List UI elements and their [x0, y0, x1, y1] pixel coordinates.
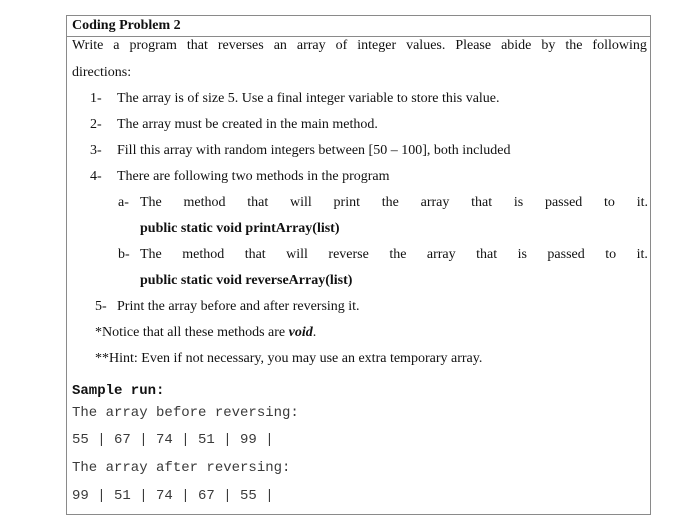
header-row: [67, 16, 650, 37]
intro-word: that: [186, 38, 208, 53]
sub-b-word: it.: [636, 247, 648, 262]
item-3-number: 3-: [90, 143, 102, 158]
sub-b-word: the: [389, 247, 407, 262]
sub-a-word: print: [333, 195, 360, 210]
item-5-text: Print the array before and after reversing it.: [117, 299, 360, 314]
item-3-text: Fill this array with random integers between [50 – 100], both included: [117, 143, 511, 158]
sub-a-word: it.: [636, 195, 648, 210]
intro-line-2: directions:: [72, 65, 132, 80]
hint-line: **Hint: Even if not necessary, you may use an extra temporary array.: [95, 351, 483, 366]
intro-word: reverses: [217, 38, 264, 53]
intro-line-1: [72, 38, 647, 54]
intro-word: an: [273, 38, 287, 53]
item-5-number: 5-: [95, 299, 107, 314]
sub-b-word: that: [244, 247, 266, 262]
sub-b-word: passed: [547, 247, 585, 262]
intro-word: of: [335, 38, 348, 53]
intro-word: values.: [406, 38, 446, 53]
before-values: 55 | 67 | 74 | 51 | 99 |: [72, 432, 274, 448]
sub-b-word: reverse: [328, 247, 369, 262]
intro-word: integer: [357, 38, 397, 53]
after-values: 99 | 51 | 74 | 67 | 55 |: [72, 488, 274, 504]
sub-a-signature: public static void printArray(list): [140, 221, 340, 236]
after-label: The array after reversing:: [72, 460, 291, 476]
sub-a-word: is: [513, 195, 524, 210]
sub-a-text: [140, 195, 648, 211]
notice-suffix: .: [312, 325, 317, 340]
item-1-number: 1-: [90, 91, 102, 106]
sub-a-word: passed: [544, 195, 583, 210]
sub-b-word: will: [286, 247, 308, 262]
sub-b-marker: b-: [118, 247, 130, 262]
sub-a-word: to: [604, 195, 615, 210]
intro-word: following: [592, 38, 647, 53]
sub-a-word: array: [420, 195, 450, 210]
sub-b-word: is: [517, 247, 527, 262]
sub-b-word: that: [476, 247, 498, 262]
sub-b-signature: public static void reverseArray(list): [140, 273, 353, 288]
notice-line: [95, 325, 316, 341]
sub-a-word: The: [140, 195, 162, 210]
sub-b-word: The: [140, 247, 162, 262]
item-1-text: The array is of size 5. Use a final integer variable to store this value.: [117, 91, 500, 106]
sample-run-label: Sample run:: [72, 383, 165, 399]
sub-a-word: that: [471, 195, 493, 210]
intro-word: array: [296, 38, 326, 53]
sub-b-word: to: [605, 247, 617, 262]
sub-b-word: method: [182, 247, 225, 262]
sub-b-text: [140, 247, 648, 263]
problem-title: Coding Problem 2: [72, 18, 181, 33]
before-label: The array before reversing:: [72, 405, 299, 421]
sub-a-word: method: [183, 195, 226, 210]
sub-b-word: array: [426, 247, 456, 262]
notice-prefix: *Notice that all these methods are: [95, 325, 289, 340]
notice-void: void: [288, 325, 313, 340]
intro-word: the: [565, 38, 583, 53]
intro-word: by: [541, 38, 556, 53]
problem-box: [66, 15, 651, 515]
intro-word: abide: [501, 38, 532, 53]
sub-a-word: that: [247, 195, 269, 210]
item-2-number: 2-: [90, 117, 102, 132]
sub-a-word: will: [290, 195, 312, 210]
item-2-text: The array must be created in the main method.: [117, 117, 378, 132]
sub-a-word: the: [381, 195, 399, 210]
intro-word: a: [113, 38, 120, 53]
intro-word: Please: [455, 38, 492, 53]
sub-a-marker: a-: [118, 195, 129, 210]
intro-word: program: [129, 38, 177, 53]
item-4-number: 4-: [90, 169, 102, 184]
intro-word: Write: [72, 38, 104, 53]
item-4-text: There are following two methods in the program: [117, 169, 390, 184]
